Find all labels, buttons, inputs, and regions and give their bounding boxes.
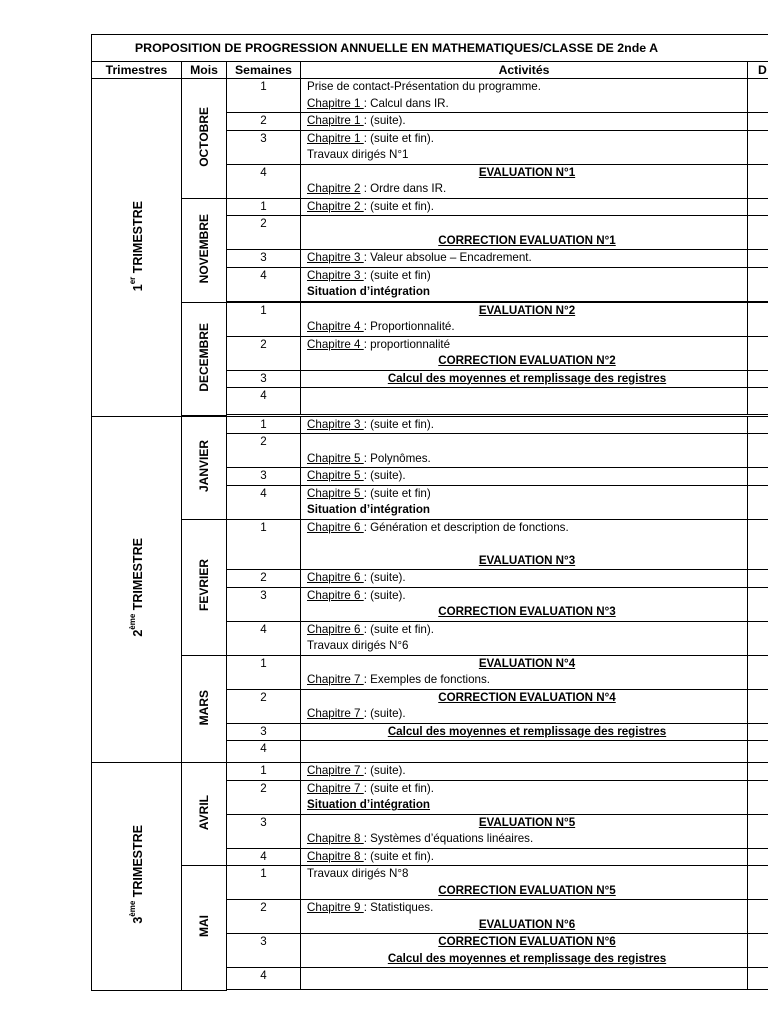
document-title: PROPOSITION DE PROGRESSION ANNUELLE EN MATHEMATIQUES/CLASSE DE 2nde A	[92, 35, 768, 62]
progression-document	[91, 34, 768, 991]
header-activites: Activités	[301, 62, 748, 79]
week-cell: 2	[227, 216, 301, 250]
week-cell: 1	[227, 866, 301, 900]
activity-cell: EVALUATION N°2 Chapitre 4 : Proportionnalité.	[301, 302, 748, 336]
month-novembre: NOVEMBRE	[182, 198, 227, 302]
activity-cell: CORRECTION EVALUATION N°4 Chapitre 7 : (suite).	[301, 689, 748, 723]
activity-cell: CORRECTION EVALUATION N°1	[301, 216, 748, 250]
week-cell: 2	[227, 689, 301, 723]
activity-cell: Chapitre 6 : Génération et description de fonctions. EVALUATION N°3	[301, 519, 748, 570]
week-cell: 1	[227, 302, 301, 336]
activity-cell: Chapitre 6 : (suite et fin). Travaux dirigés N°6	[301, 621, 748, 655]
month-avril: AVRIL	[182, 763, 227, 866]
week-cell: 3	[227, 814, 301, 848]
progression-table	[91, 34, 768, 991]
week-cell: 3	[227, 723, 301, 741]
month-octobre: OCTOBRE	[182, 79, 227, 199]
activity-cell	[301, 388, 748, 415]
week-cell: 2	[227, 336, 301, 370]
activity-cell: Chapitre 3 : (suite et fin) Situation d’intégration	[301, 267, 748, 301]
week-cell: 4	[227, 741, 301, 763]
week-cell: 3	[227, 587, 301, 621]
activity-cell: Chapitre 3 : Valeur absolue – Encadrement.	[301, 250, 748, 268]
activity-cell: Chapitre 6 : (suite). CORRECTION EVALUATION N°3	[301, 587, 748, 621]
week-cell: 1	[227, 655, 301, 689]
week-cell: 2	[227, 900, 301, 934]
activity-cell	[301, 968, 748, 990]
week-cell: 4	[227, 164, 301, 198]
header-mois: Mois	[182, 62, 227, 79]
activity-cell: Chapitre 4 : proportionnalité CORRECTION EVALUATION N°2	[301, 336, 748, 370]
activity-cell	[301, 741, 748, 763]
activity-cell: EVALUATION N°5 Chapitre 8 : Systèmes d’équations linéaires.	[301, 814, 748, 848]
activity-cell: Chapitre 1 : (suite et fin). Travaux dirigés N°1	[301, 130, 748, 164]
week-cell: 4	[227, 968, 301, 990]
week-cell: 1	[227, 519, 301, 570]
week-cell: 3	[227, 468, 301, 486]
month-fevrier: FEVRIER	[182, 519, 227, 655]
header-d: D	[748, 62, 768, 79]
week-cell: 4	[227, 267, 301, 301]
activity-cell: Chapitre 6 : (suite).	[301, 570, 748, 588]
week-cell: 4	[227, 621, 301, 655]
week-cell: 3	[227, 370, 301, 388]
header-semaines: Semaines	[227, 62, 301, 79]
week-cell: 3	[227, 250, 301, 268]
week-cell: 2	[227, 570, 301, 588]
trimester-3: 3ème TRIMESTRE	[92, 763, 182, 991]
activity-cell: Chapitre 5 : (suite et fin) Situation d’intégration	[301, 485, 748, 519]
week-cell: 4	[227, 848, 301, 866]
week-cell: 2	[227, 780, 301, 814]
week-cell: 2	[227, 434, 301, 468]
month-janvier: JANVIER	[182, 416, 227, 519]
activity-cell: EVALUATION N°1 Chapitre 2 : Ordre dans IR.	[301, 164, 748, 198]
week-cell: 1	[227, 763, 301, 781]
week-cell: 1	[227, 79, 301, 113]
week-cell: 2	[227, 113, 301, 131]
activity-cell: Travaux dirigés N°8 CORRECTION EVALUATION N°5	[301, 866, 748, 900]
week-cell: 1	[227, 198, 301, 216]
week-cell: 1	[227, 416, 301, 434]
activity-cell: Chapitre 3 : (suite et fin).	[301, 416, 748, 434]
header-trimestres: Trimestres	[92, 62, 182, 79]
week-cell: 4	[227, 388, 301, 415]
activity-cell: Calcul des moyennes et remplissage des registres	[301, 723, 748, 741]
week-cell: 4	[227, 485, 301, 519]
activity-cell: Chapitre 2 : (suite et fin).	[301, 198, 748, 216]
week-cell: 3	[227, 130, 301, 164]
activity-cell: Chapitre 7 : (suite et fin). Situation d’intégration	[301, 780, 748, 814]
month-mai: MAI	[182, 866, 227, 991]
activity-cell: EVALUATION N°4 Chapitre 7 : Exemples de fonctions.	[301, 655, 748, 689]
trimester-2: 2ème TRIMESTRE	[92, 416, 182, 763]
trimester-1: 1er TRIMESTRE	[92, 79, 182, 417]
activity-cell: CORRECTION EVALUATION N°6 Calcul des moyennes et remplissage des registres	[301, 934, 748, 968]
activity-cell: Chapitre 7 : (suite).	[301, 763, 748, 781]
week-cell: 3	[227, 934, 301, 968]
activity-cell: Chapitre 8 : (suite et fin).	[301, 848, 748, 866]
activity-cell: Chapitre 5 : (suite).	[301, 468, 748, 486]
activity-cell: Chapitre 5 : Polynômes.	[301, 434, 748, 468]
activity-cell: Chapitre 1 : (suite).	[301, 113, 748, 131]
month-decembre: DECEMBRE	[182, 302, 227, 415]
activity-cell: Calcul des moyennes et remplissage des registres	[301, 370, 748, 388]
activity-cell: Prise de contact-Présentation du programme. Chapitre 1 : Calcul dans IR.	[301, 79, 748, 113]
activity-cell: Chapitre 9 : Statistiques. EVALUATION N°6	[301, 900, 748, 934]
month-mars: MARS	[182, 655, 227, 763]
